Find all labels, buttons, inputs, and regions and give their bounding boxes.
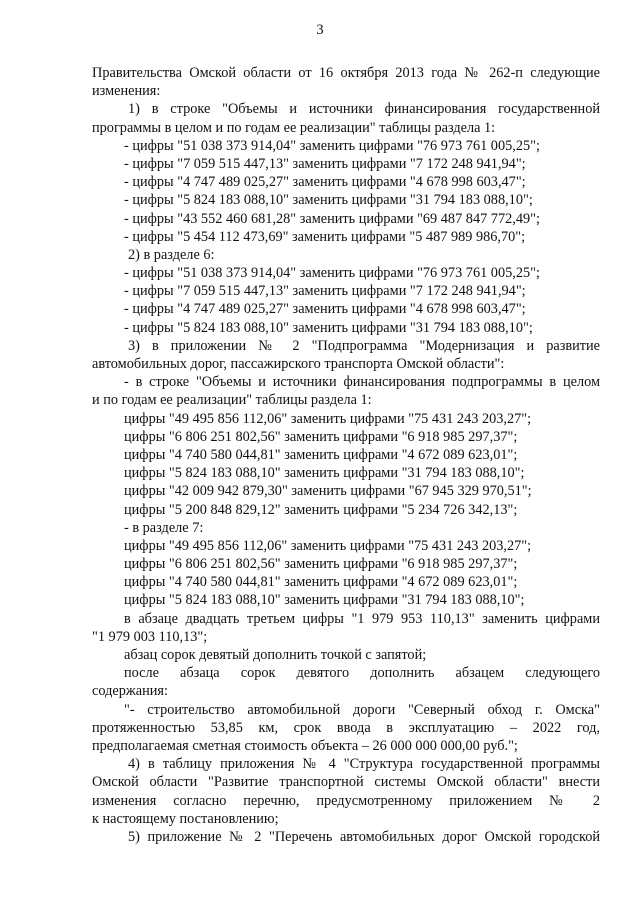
text-line: - цифры "51 038 373 914,04" заменить цифрами "76 973 761 005,25";: [124, 265, 540, 282]
text-line: - цифры "4 747 489 025,27" заменить цифрами "4 678 998 603,47";: [124, 174, 526, 191]
text-line: и по годам ее реализации" таблицы раздела 1:: [92, 392, 372, 409]
text-line: цифры "5 824 183 088,10" заменить цифрами "31 794 183 088,10";: [124, 465, 525, 482]
text-line: к настоящему постановлению;: [92, 810, 279, 827]
text-line: 1) в строке "Объемы и источники финансирования государственной: [128, 101, 600, 118]
text-line: цифры "5 200 848 829,12" заменить цифрами "5 234 726 342,13";: [124, 501, 518, 518]
text-line: 3) в приложении № 2 "Подпрограмма "Модернизация и развитие: [128, 337, 600, 354]
text-line: - в разделе 7:: [124, 519, 204, 536]
text-line: Омской области "Развитие транспортной системы Омской области" внести: [92, 774, 600, 791]
text-line: - цифры "4 747 489 025,27" заменить цифрами "4 678 998 603,47";: [124, 301, 526, 318]
text-line: протяженностью 53,85 км, срок ввода в эксплуатацию – 2022 год,: [92, 719, 600, 736]
text-line: - в строке "Объемы и источники финансирования подпрограммы в целом: [124, 374, 600, 391]
text-line: - цифры "51 038 373 914,04" заменить цифрами "76 973 761 005,25";: [124, 137, 540, 154]
text-line: абзац сорок девятый дополнить точкой с запятой;: [124, 647, 427, 663]
text-line: Правительства Омской области от 16 октября 2013 года № 262-п следующие: [92, 65, 600, 81]
text-line: - цифры "7 059 515 447,13" заменить цифрами "7 172 248 941,94";: [124, 283, 526, 300]
text-line: 2) в разделе 6:: [128, 246, 215, 263]
text-line: цифры "4 740 580 044,81" заменить цифрами "4 672 089 623,01";: [124, 446, 518, 463]
text-line: изменения согласно перечню, предусмотренному приложением № 2: [92, 792, 600, 809]
text-line: цифры "49 495 856 112,06" заменить цифрами "75 431 243 203,27";: [124, 537, 532, 554]
text-line: "- строительство автомобильной дороги "Северный обход г. Омска": [124, 701, 600, 718]
text-line: содержания:: [92, 683, 168, 700]
text-line: цифры "42 009 942 879,30" заменить цифрами "67 945 329 970,51";: [124, 483, 532, 500]
text-line: предполагаемая сметная стоимость объекта – 26 000 000 000,00 руб.";: [92, 737, 518, 754]
text-line: программы в целом и по годам ее реализации" таблицы раздела 1:: [92, 119, 496, 136]
text-line: - цифры "7 059 515 447,13" заменить цифрами "7 172 248 941,94";: [124, 155, 526, 172]
text-line: - цифры "5 824 183 088,10" заменить цифрами "31 794 183 088,10";: [124, 319, 533, 336]
text-line: автомобильных дорог, пассажирского транспорта Омской области":: [92, 356, 505, 372]
text-line: цифры "6 806 251 802,56" заменить цифрами "6 918 985 297,37";: [124, 428, 518, 445]
text-line: 4) в таблицу приложения № 4 "Структура государственной программы: [128, 756, 600, 773]
text-line: 5) приложение № 2 "Перечень автомобильных дорог Омской городской: [128, 828, 600, 845]
text-line: - цифры "43 552 460 681,28" заменить цифрами "69 487 847 772,49";: [124, 210, 540, 227]
text-line: - цифры "5 454 112 473,69" заменить цифрами "5 487 989 986,70";: [124, 228, 526, 245]
text-line: изменения:: [92, 83, 161, 100]
text-line: цифры "49 495 856 112,06" заменить цифрами "75 431 243 203,27";: [124, 410, 532, 427]
text-line: цифры "5 824 183 088,10" заменить цифрами "31 794 183 088,10";: [124, 592, 525, 609]
text-line: цифры "4 740 580 044,81" заменить цифрами "4 672 089 623,01";: [124, 574, 518, 591]
text-line: цифры "6 806 251 802,56" заменить цифрами "6 918 985 297,37";: [124, 556, 518, 573]
text-line: после абзаца сорок девятого дополнить абзацем следующего: [124, 665, 600, 682]
text-line: "1 979 003 110,13";: [92, 628, 208, 645]
page-number: 3: [316, 22, 324, 38]
text-line: в абзаце двадцать третьем цифры "1 979 953 110,13" заменить цифрами: [124, 610, 600, 627]
document-body: [92, 64, 600, 846]
text-line: - цифры "5 824 183 088,10" заменить цифрами "31 794 183 088,10";: [124, 192, 533, 209]
